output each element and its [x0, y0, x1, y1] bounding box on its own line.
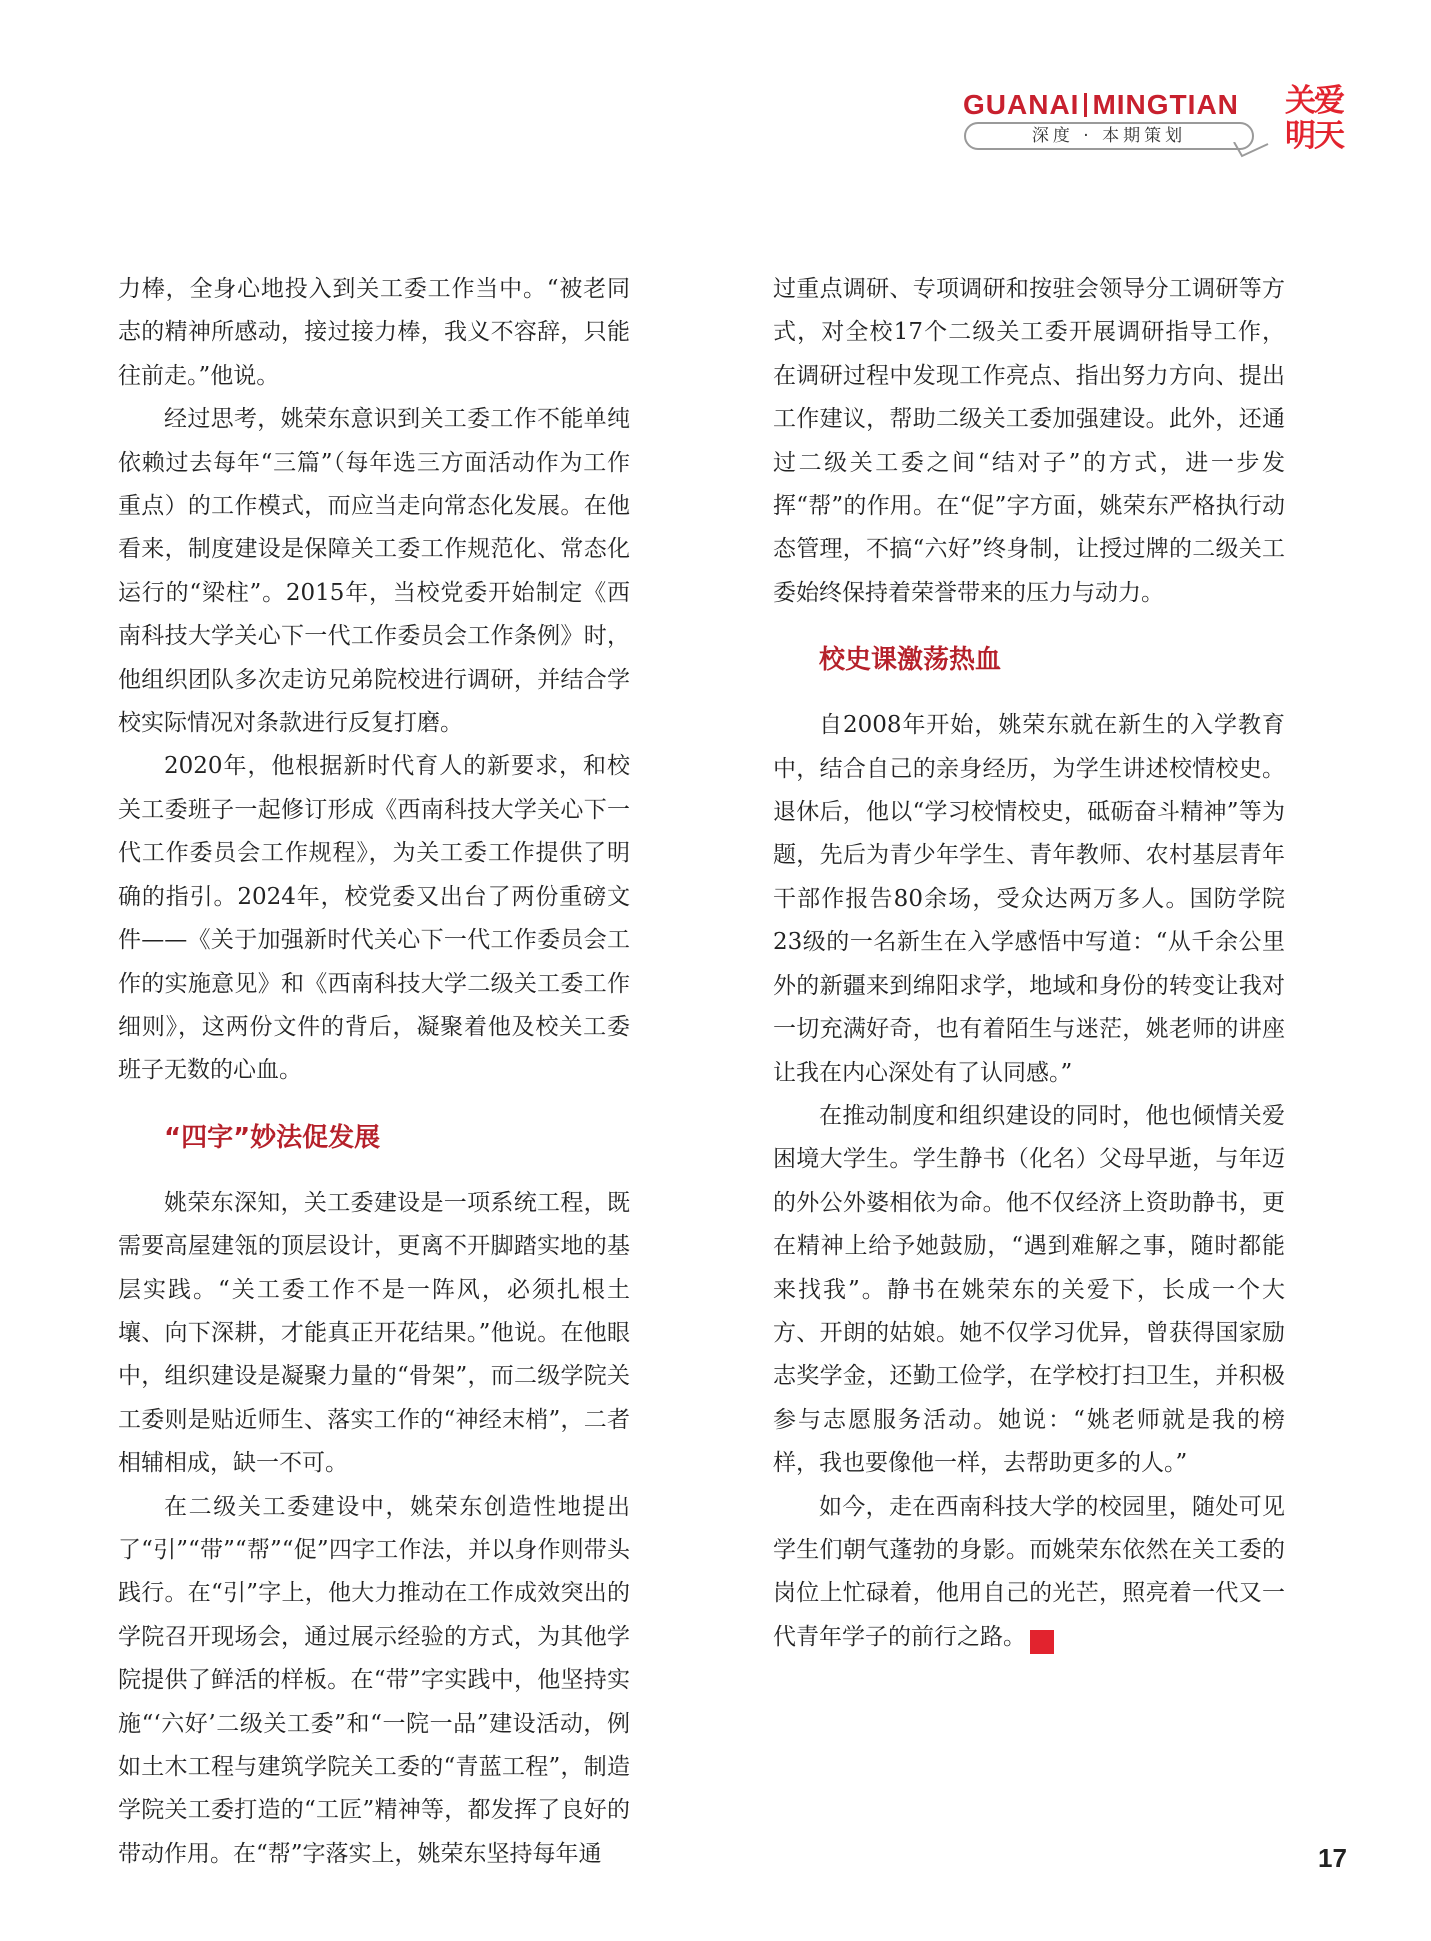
page-number: 17 — [1318, 1843, 1347, 1873]
masthead-separator — [1084, 93, 1087, 117]
paragraph: 2020年，他根据新时代育人的新要求，和校关工委班子一起修订形成《西南科技大学关心下一代工作委员会工作规程》，为关工委工作提供了明确的指引。2024年，校党委又出台了两份重磅文件——《关于加强新时代关心下一代工作委员会工作的实施意见》和《西南科技大学二级关工委工作细则》，这两份文件的背后，凝聚着他及校关工委班子无数的心血。 — [118, 753, 630, 1084]
logo-line-1: 关爱 — [1285, 83, 1343, 119]
speech-bubble-tail-icon — [1232, 142, 1270, 158]
paragraph — [773, 1486, 1285, 1660]
left-column — [118, 268, 630, 1876]
paragraph: 在二级关工委建设中，姚荣东创造性地提出了“引”“带”“帮”“促”四字工作法，并以身作则带头践行。在“引”字上，他大力推动在工作成效突出的学院召开现场会，通过展示经验的方式，为其他学院提供了鲜活的样板。在“带”字实践中，他坚持实施“‘六好’二级关工委”和“一院一品”建设活动，例如土木工程与建筑学院关工委的“青蓝工程”，制造学院关工委打造的“工匠”精神等，都发挥了良好的带动作用。在“帮”字落实上，姚荣东坚持每年通 — [118, 1493, 630, 1867]
paragraph-text: 如今，走在西南科技大学的校园里，随处可见学生们朝气蓬勃的身影。而姚荣东依然在关工委的岗位上忙碌着，他用自己的光芒，照亮着一代又一代青年学子的前行之路。 — [773, 1493, 1285, 1650]
section-heading: “四字”妙法促发展 — [164, 1122, 381, 1153]
right-column — [773, 268, 1285, 1659]
brand-logo — [1284, 84, 1344, 158]
paragraph: 过重点调研、专项调研和按驻会领导分工调研等方式，对全校17个二级关工委开展调研指导工作，在调研过程中发现工作亮点、指出努力方向、提出工作建议，帮助二级关工委加强建设。此外，还通过二级关工委之间“结对子”的方式，进一步发挥“帮”的作用。在“促”字方面，姚荣东严格执行动态管理，不搞“六好”终身制，让授过牌的二级关工委始终保持着荣誉带来的压力与动力。 — [773, 276, 1285, 606]
logo-line-2: 明天 — [1285, 118, 1343, 154]
section-heading: 校史课激荡热血 — [819, 645, 1002, 676]
paragraph: 姚荣东深知，关工委建设是一项系统工程，既需要高屋建瓴的顶层设计，更离不开脚踏实地的基层实践。“关工委工作不是一阵风，必须扎根土壤、向下深耕，才能真正开花结果。”他说。在他眼中，组织建设是凝聚力量的“骨架”，而二级学院关工委则是贴近师生、落实工作的“神经末梢”，二者相辅相成，缺一不可。 — [118, 1189, 630, 1477]
section-label: 深度 · 本期策划 — [964, 122, 1254, 150]
end-mark-icon: 关 — [1030, 1630, 1054, 1654]
paragraph: 自2008年开始，姚荣东就在新生的入学教育中，结合自己的亲身经历，为学生讲述校情校史。退休后，他以“学习校情校史，砥砺奋斗精神”等为题，先后为青少年学生、青年教师、农村基层青年干部作报告80余场，受众达两万多人。国防学院23级的一名新生在入学感悟中写道：“从千余公里外的新疆来到绵阳求学，地域和身份的转变让我对一切充满好奇，也有着陌生与迷茫，姚老师的讲座让我在内心深处有了认同感。” — [773, 712, 1285, 1086]
paragraph: 经过思考，姚荣东意识到关工委工作不能单纯依赖过去每年“三篇”（每年选三方面活动作为工作重点）的工作模式，而应当走向常态化发展。在他看来，制度建设是保障关工委工作规范化、常态化运行的“梁柱”。2015年，当校党委开始制定《西南科技大学关心下一代工作委员会工作条例》时，他组织团队多次走访兄弟院校进行调研，并结合学校实际情况对条款进行反复打磨。 — [118, 406, 630, 737]
paragraph: 在推动制度和组织建设的同时，他也倾情关爱困境大学生。学生静书（化名）父母早逝，与年迈的外公外婆相依为命。他不仅经济上资助静书，更在精神上给予她鼓励，“遇到难解之事，随时都能来找我”。静书在姚荣东的关爱下，长成一个大方、开朗的姑娘。她不仅学习优异，曾获得国家励志奖学金，还勤工俭学，在学校打扫卫生，并积极参与志愿服务活动。她说：“姚老师就是我的榜样，我也要像他一样，去帮助更多的人。” — [773, 1102, 1285, 1477]
paragraph: 力棒，全身心地投入到关工委工作当中。“被老同志的精神所感动，接过接力棒，我义不容辞，只能往前走。”他说。 — [118, 276, 630, 389]
header-masthead-latin: GUANAI MINGTIAN — [963, 89, 1239, 120]
